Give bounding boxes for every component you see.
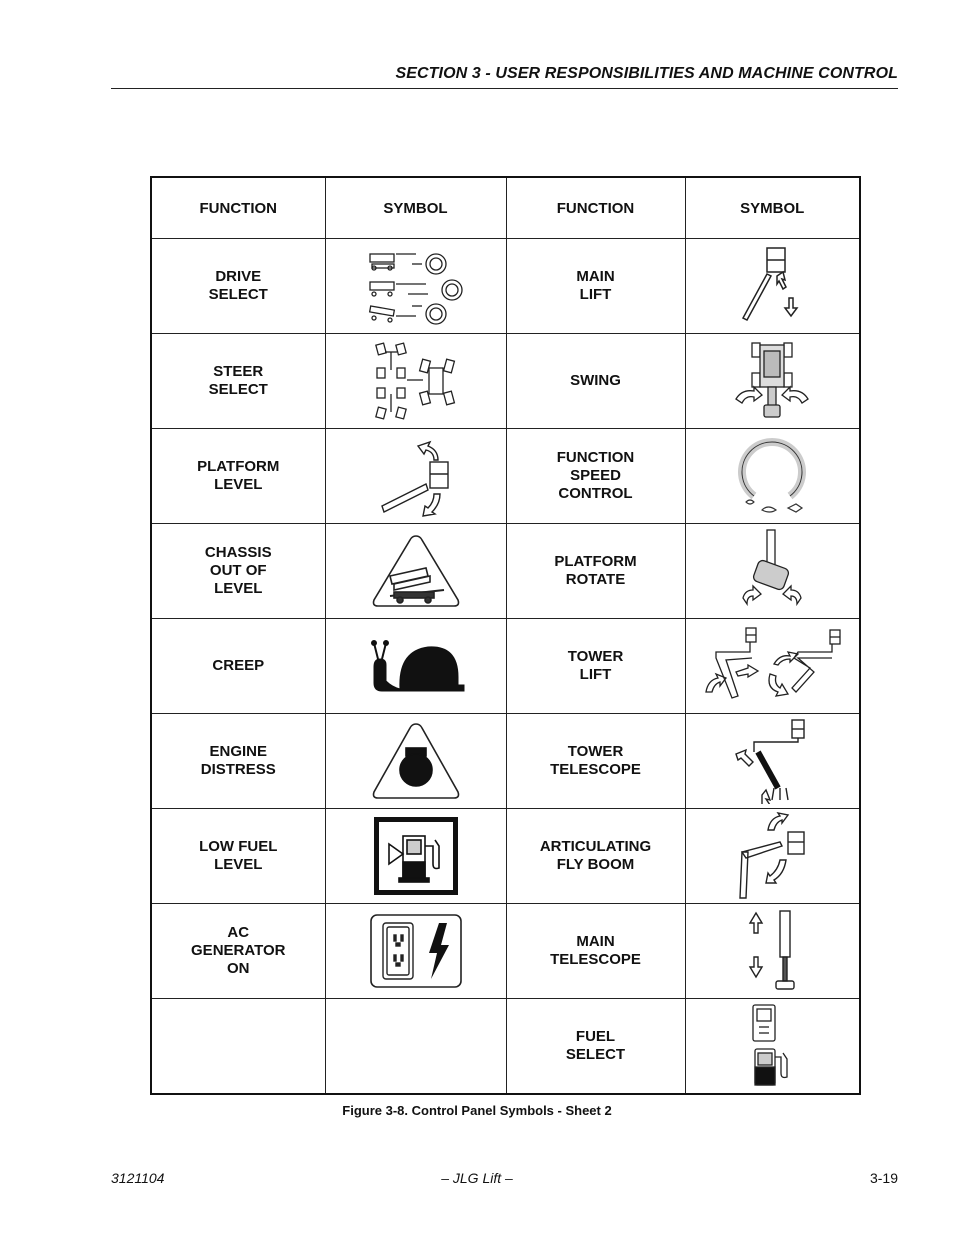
low-fuel-icon (373, 816, 459, 896)
chassis-out-of-level-icon (368, 532, 464, 610)
swing-icon (732, 339, 812, 423)
ac-generator-icon (369, 913, 463, 989)
column-header-symbol: SYMBOL (325, 177, 506, 239)
function-label: LOW FUEL LEVEL (151, 809, 325, 904)
table-row (151, 619, 860, 714)
symbol-cell (685, 619, 860, 714)
table-row (151, 999, 860, 1094)
snail-icon (364, 633, 468, 699)
symbol-cell (325, 999, 506, 1094)
function-label: PLATFORM LEVEL (151, 429, 325, 524)
column-header-function: FUNCTION (151, 177, 325, 239)
table-row (151, 334, 860, 429)
function-label: PLATFORM ROTATE (506, 524, 685, 619)
symbol-cell (325, 714, 506, 809)
function-label: FUEL SELECT (506, 999, 685, 1094)
function-speed-control-icon (732, 434, 812, 518)
footer-page-number: 3-19 (869, 1170, 898, 1186)
control-panel-symbols-table (150, 176, 861, 1095)
function-label: ENGINE DISTRESS (151, 714, 325, 809)
symbol-cell (325, 524, 506, 619)
function-label: MAIN LIFT (506, 239, 685, 334)
column-header-function: FUNCTION (506, 177, 685, 239)
table-row (151, 239, 860, 334)
function-label: FUNCTION SPEED CONTROL (506, 429, 685, 524)
footer-doc-number: 3121104 (111, 1170, 165, 1186)
function-label: ARTICULATING FLY BOOM (506, 809, 685, 904)
function-label: STEER SELECT (151, 334, 325, 429)
function-label: TOWER LIFT (506, 619, 685, 714)
function-label: CHASSIS OUT OF LEVEL (151, 524, 325, 619)
engine-distress-icon (368, 720, 464, 802)
function-label: MAIN TELESCOPE (506, 904, 685, 999)
platform-rotate-icon (737, 528, 807, 614)
footer-brand: – JLG Lift – (441, 1170, 513, 1186)
table-row (151, 904, 860, 999)
header-rule (111, 88, 898, 89)
function-label: DRIVE SELECT (151, 239, 325, 334)
function-label (151, 999, 325, 1094)
platform-level-icon (374, 434, 458, 518)
function-label: CREEP (151, 619, 325, 714)
steer-select-icon (371, 340, 461, 422)
main-telescope-icon (742, 909, 802, 993)
symbol-cell (325, 619, 506, 714)
tower-lift-icon (702, 626, 842, 706)
drive-select-icon (366, 246, 466, 326)
table-header-row (151, 177, 860, 239)
symbol-cell (685, 809, 860, 904)
symbol-cell (685, 524, 860, 619)
tower-telescope-icon (730, 718, 814, 804)
symbol-cell (685, 334, 860, 429)
column-header-symbol: SYMBOL (685, 177, 860, 239)
symbol-cell (685, 714, 860, 809)
symbol-cell (685, 239, 860, 334)
symbol-cell (325, 809, 506, 904)
function-label: AC GENERATOR ON (151, 904, 325, 999)
section-title: SECTION 3 - USER RESPONSIBILITIES AND MACHINE CONTROL (395, 65, 898, 82)
table-row (151, 809, 860, 904)
function-label: TOWER TELESCOPE (506, 714, 685, 809)
table-row (151, 714, 860, 809)
symbol-cell (325, 904, 506, 999)
table-row (151, 429, 860, 524)
articulating-fly-boom-icon (734, 812, 810, 900)
function-label: SWING (506, 334, 685, 429)
symbol-cell (685, 999, 860, 1094)
symbol-cell (325, 239, 506, 334)
table-row (151, 524, 860, 619)
symbol-cell (325, 334, 506, 429)
symbol-cell (685, 904, 860, 999)
main-lift-icon (737, 246, 807, 326)
fuel-select-icon (747, 1003, 797, 1089)
symbol-cell (685, 429, 860, 524)
symbol-cell (325, 429, 506, 524)
figure-caption: Figure 3-8. Control Panel Symbols - Sheet 2 (342, 1103, 612, 1118)
